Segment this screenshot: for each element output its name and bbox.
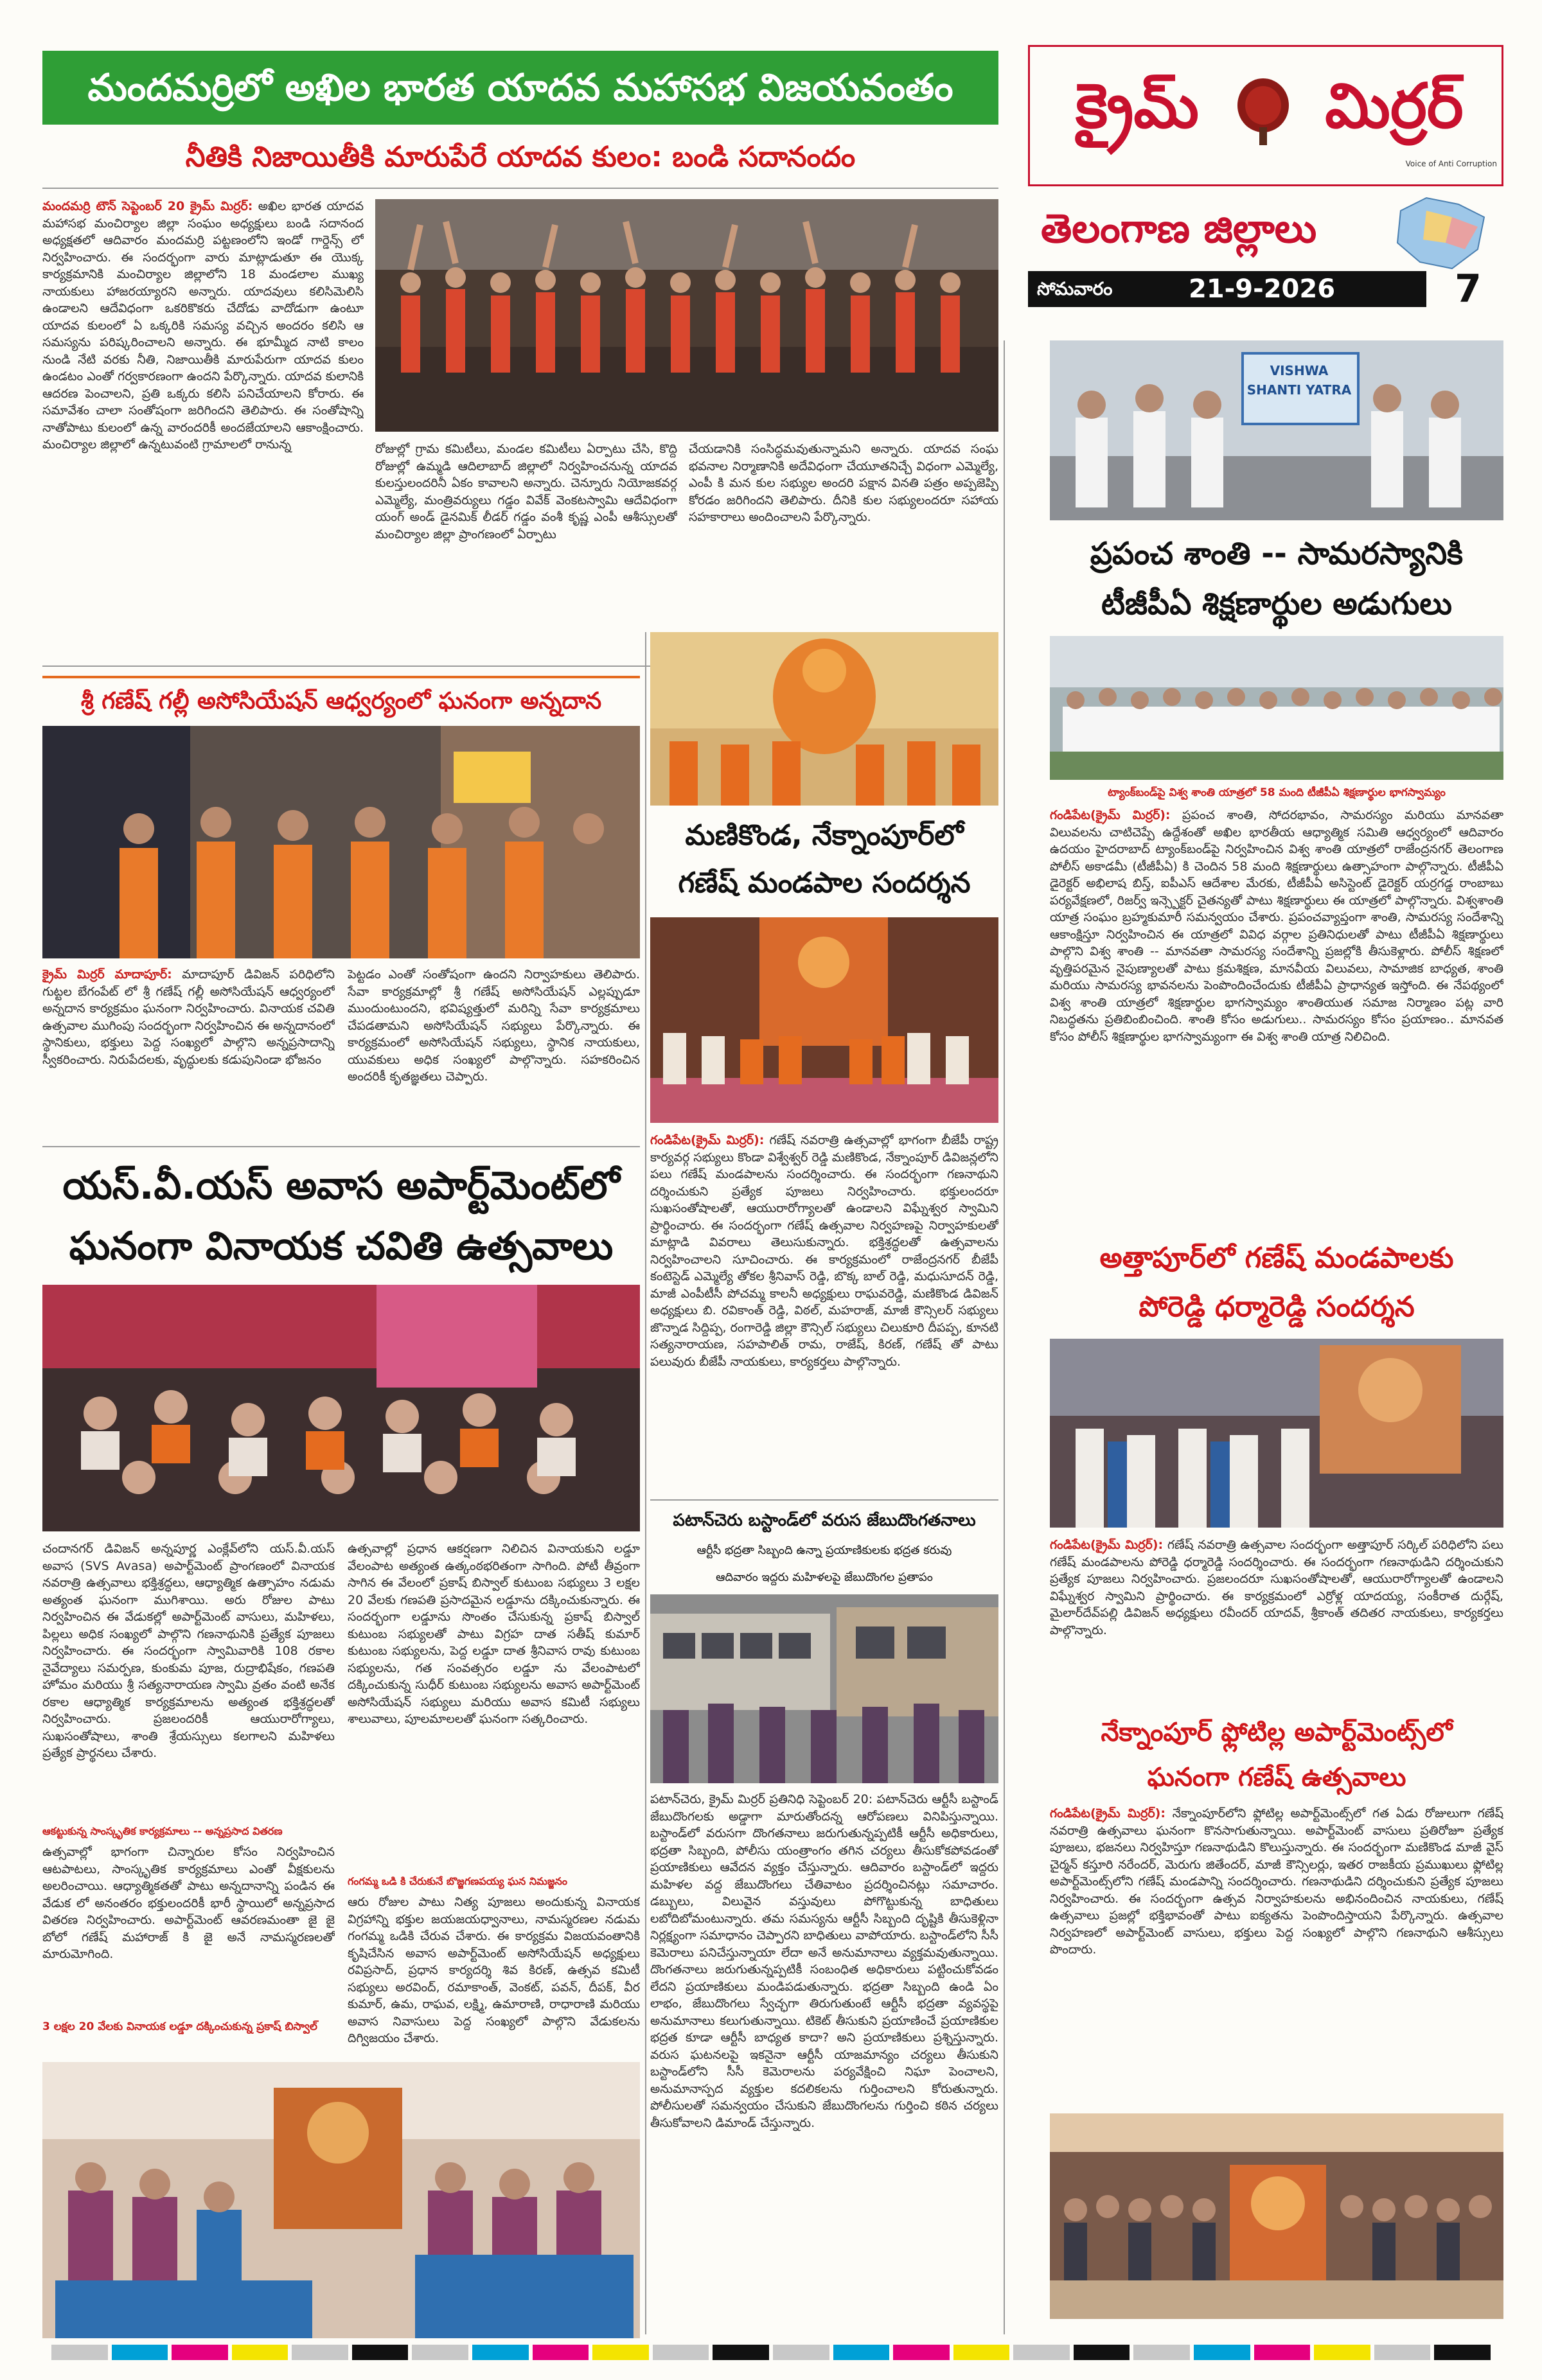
strip-block (1374, 2345, 1431, 2360)
story6-photo-bottom (1050, 636, 1503, 780)
story2-headline-bar (42, 676, 640, 678)
story1-dateline: మందమర్రి టౌన్ సెప్టెంబర్ 20 క్రైమ్ మిర్రర్: (42, 199, 253, 213)
masthead-logo-left: క్రైమ్ (1076, 70, 1199, 142)
masthead-page-number: 7 (1455, 267, 1482, 312)
strip-block (412, 2345, 468, 2360)
story3-col2b: ఆరు రోజుల పాటు నిత్య పూజలు అందుకున్న వినాయక విగ్రహాన్ని భక్తుల జయజయధ్వానాలు, నామస్మరణల నడుమ గంగమ్మ ఒడికి చేరువ చేశారు. ఈ కార్యక్రమ విజయవంతానికి కృషిచేసిన అవాస అపార్ట్‌మెంట్ అసోసియేషన్ అధ్యక్షులు రవిప్రసాద్, ప్రధాన కార్యదర్శి శివ కిరణ్, ఉత్సవ కమిటీ సభ్యులు అరవింద్, రమాకాంత్, వెంకట్, పవన్, దీపక్, వీర కుమార్, ఉమ, రాఘవ, లక్ష్మి, ఉమారాణి, రాధారాణి మరియు అవాస నివాసులు పెద్ద సంఖ్యలో పాల్గొని వేడుకలను దిగ్విజయం చేశారు. (348, 1895, 640, 2045)
story6-headline-2: టీజీపీఏ శిక్షణార్థుల అడుగులు (1101, 586, 1453, 622)
story2-dateline: క్రైమ్ మిర్రర్ మాదాపూర్: (42, 967, 172, 982)
story1-banner-text: మందమర్రిలో అఖిల భారత యాదవ మహాసభ విజయవంతం (87, 66, 953, 109)
story3-photo-bottom (42, 2062, 640, 2338)
story8-headline-2: ఘనంగా గణేష్ ఉత్సవాలు (1147, 1763, 1406, 1792)
story8-dateline: గండిపేట(క్రైమ్ మిర్రర్): (1050, 1806, 1165, 1820)
story1-col1-text: అఖిల భారత యాదవ మహాసభ మంచిర్యాల జిల్లా సంఘం అధ్యక్షులు బండి సదానంద అధ్యక్షతలో ఆదివారం మందమర్రి పట్టణంలోని ఇండో గార్డెన్స్ లో నిర్వహించారు. ఈ సందర్భంగా వారు మాట్లాడుతూ ఈ యొక్క కార్యక్రమానికి మంచిర్యాల జిల్లాలోని 18 మండలాల ముఖ్య నాయకులు హాజరయ్యారని అన్నారు. యాదవులు కలిసిమెలిసి ఉండాలని ఆదేవిధంగా ఒకరికొకరు చేదోడు వాదోడుగా ఉంటూ యాదవ కులంలో ఏ ఒక్కరికి సమస్య వచ్చిన అందరం కలిసి ఆ సమస్యను పరిష్కరించాలని అన్నారు. ఈ భూమ్మీద నాటి కాలం నుండి నేటి వరకు నీతి, నిజాయితీకి మారుపేరుగా యాదవ కులం ఉండటం ఎంతో గర్వకారణంగా ఉందని పేర్కొన్నారు. యాదవ కులానికి ఆదరణ పెంచాలని, ప్రతి ఒక్కరు కలిసి పనిచేయాలని కోరారు. ఈ సమావేశం చాలా సంతోషంగా జరిగిందని తెలిపారు. ఈ సంతోషాన్ని నాతోపాటు కులంలో ఉన్న వారందరికీ అందజేయాలని ఆకాంక్షించారు. మంచిర్యాల జిల్లాలో ఉన్నటువంటి గ్రామాలలో రానున్న (42, 199, 364, 452)
story3-sub3: గంగమ్మ ఒడి కి చేరుకునే బొజ్జగణపయ్య ఘన నిమజ్జనం (348, 1875, 568, 1887)
story5-deck2: ఆదివారం ఇద్దరు మహిళలపై జేబుదొంగల ప్రతాపం (716, 1571, 933, 1584)
telangana-map-icon (1388, 191, 1491, 275)
story3-col1: చందానగర్ డివిజన్ అన్నపూర్ణ ఎంక్లేవ్‌లోని యస్.వీ.యస్ అవాస (SVS Avasa) అపార్ట్‌మెంట్ ప్రాంగణంలో వినాయక నవరాత్రి ఉత్సవాలు భక్తిశ్రద్ధలు, ఆధ్యాత్మిక ఉత్సాహం నడుమ అత్యంత ఘనంగా ముగిశాయి. అరు రోజుల పాటు నిర్వహించిన ఈ వేడుకల్లో అపార్ట్‌మెంట్ వాసులు, మహిళలు, పిల్లలు అధిక సంఖ్యలో పాల్గొని గణనాథునికి ప్రత్యేక పూజలు నిర్వహించారు. ఈ సందర్భంగా స్వామివారికి 108 రకాల నైవేద్యాలు సమర్పణ, కుంకుమ పూజ, రుద్రాభిషేకం, గణపతి హోమం మరియు శ్రీ సత్యనారాయణ స్వామి వ్రతం వంటి అనేక రకాల ఆధ్యాత్మిక కార్యక్రమాలను అత్యంత భక్తిశ్రద్ధలతో నిర్వహించారు. ప్రజలందరికీ ఆయురారోగ్యాలు, సుఖసంతోషాలు, శాంతి శ్రేయస్సులు కలగాలని మహిళలు ప్రత్యేక ప్రార్థనలు చేశారు. (42, 1542, 335, 1760)
story3-photo-top (42, 1285, 640, 1531)
story7-photo (1050, 1339, 1503, 1528)
story3-sub1: ఆకట్టుకున్న సాంస్కృతిక కార్యక్రమాలు -- అన్నప్రసాద వితరణ (42, 1825, 283, 1837)
story4-body (650, 1132, 998, 1492)
story3-headline-2: ఘనంగా వినాయక చవితి ఉత్సవాలు (69, 1224, 614, 1269)
story6-caption: ట్యాంక్‌బండ్‌పై విశ్వ శాంతి యాత్రలో 58 మంది టీజీపీఏ శిక్షణార్థుల భాగస్వామ్యం (1108, 786, 1446, 799)
masthead (1028, 45, 1503, 313)
story4-body-text: గణేష్ నవరాత్రి ఉత్సవాల్లో భాగంగా బీజేపీ రాష్ట్ర కార్యవర్గ సభ్యులు కొండా విశ్వేశ్వర్ రెడ్డి మణికొండ, నేక్నాంపూర్ డివిజన్లలోని పలు గణేష్ మండపాలను సందర్శించారు. ఈ సందర్భంగా గణనాథుని దర్శించుకుని ప్రత్యేక పూజలు నిర్వహించారు. భక్తులందరూ సుఖసంతోషాలతో, ఆయురారోగ్యాలతో ఉండాలని విఘ్నేశ్వర స్వామిని ప్రార్థించారు. ఈ సందర్భంగా గణేష్ ఉత్సవాల నిర్వహణపై నిర్వాహకులతో మాట్లాడి వివరాలు తెలుసుకున్నారు. భక్తిశ్రద్ధలతో ఉత్సవాలను నిర్వహించాలని సూచించారు. ఈ కార్యక్రమంలో రాజేంద్రనగర్ బీజేపీ కంటెస్టెడ్ ఎమ్మెల్యే తోకల శ్రీనివాస్ రెడ్డి, బొక్క బాల్ రెడ్డి, మధుసూదన్ రెడ్డి, మాజీ ఎంపీటీసీ పోచమ్మ కాలనీ అధ్యక్షులు రాఘవరెడ్డి, మణికొండ డివిజన్ అధ్యక్షులు బి. రవికాంత్ రెడ్డి, విఠల్, మహరాజ్, మాజీ కౌన్సిలర్ సభ్యులు జొన్నాడ సిద్దిప్ప, రంగారెడ్డి జిల్లా కౌన్సిల్ సభ్యులు చిలుకూరి దీపప్ప, కూనటి సత్యనారాయణ, సహపాలిత్ రామ, రాజేష్, కిరణ్, గణేష్ తో పాటు పలువురు బీజేపీ నాయకులు, కార్యకర్తలు పాల్గొన్నారు. (650, 1133, 998, 1369)
strip-block (713, 2345, 769, 2360)
masthead-tagline: Voice of Anti Corruption (1405, 159, 1497, 168)
story7-headline-2: పోరెడ్డి ధర్మారెడ్డి సందర్శన (1139, 1291, 1415, 1323)
story2-col1 (42, 966, 335, 1138)
masthead-logo-right: మిర్రర్ (1325, 70, 1464, 142)
strip-block (472, 2345, 529, 2360)
strip-block (533, 2345, 589, 2360)
masthead-date: 21-9-2026 (1189, 274, 1336, 304)
strip-block (352, 2345, 409, 2360)
strip-block (953, 2345, 1010, 2360)
strip-block (773, 2345, 829, 2360)
story3-col2: ఉత్సవాల్లో ప్రధాన ఆకర్షణగా నిలిచిన వినాయకుని లడ్డూ వేలంపాట అత్యంత ఉత్కంఠభరితంగా సాగింది. పోటీ తీవ్రంగా సాగిన ఈ వేలంలో ప్రకాష్ బిస్వాల్ కుటుంబ సభ్యులు 3 లక్షల 20 వేలకు గణపతి ప్రసాదమైన లడ్డూను దక్కించుకున్నారు. ఈ సందర్భంగా లడ్డూను సొంతం చేసుకున్న ప్రకాష్ బిస్వాల్ కుటుంబ సభ్యులతో పాటు విగ్రహ దాత సతీష్ కుమార్ కుటుంబ సభ్యులను, పెద్ద లడ్డూ దాత శ్రీనివాస రావు కుటుంబ సభ్యులను, గత సంవత్సరం లడ్డూ ను వేలంపాటలో దక్కించుకున్న సుధీర్ కుటుంబ సభ్యులను అవాస అపార్ట్‌మెంట్ అసోసియేషన్ సభ్యులు మరియు అవాస కమిటీ సభ్యులు శాలువాలు, పూలమాలలతో ఘనంగా సత్కరించారు. (348, 1542, 640, 1726)
strip-block (172, 2345, 228, 2360)
strip-block (1013, 2345, 1070, 2360)
story4-headline-2: గణేష్ మండపాల సందర్శన (678, 867, 971, 899)
strip-block (51, 2345, 108, 2360)
strip-block (1133, 2345, 1190, 2360)
story5-top-rule (650, 1499, 998, 1501)
strip-block (232, 2345, 288, 2360)
story7-dateline: గండిపేట(క్రైమ్ మిర్రర్): (1050, 1538, 1164, 1552)
story5-deck1: ఆర్టీసీ భద్రతా సిబ్బంది ఉన్నా ప్రయాణికులకు భద్రత కరువు (696, 1544, 952, 1557)
story2-col2: పెట్టడం ఎంతో సంతోషంగా ఉందని నిర్వాహకులు తెలిపారు. సేవా కార్యక్రమాల్లో శ్రీ గణేష్ అసోసియేషన్ ఎల్లప్పుడూ ముందుంటుందని, భవిష్యత్తులో మరిన్ని సేవా కార్యక్రమాలు చేపడతామని అసోసియేషన్ సభ్యులు పేర్కొన్నారు. ఈ కార్యక్రమంలో అసోసియేషన్ సభ్యులు, స్థానిక నాయకులు, యువకులు అధిక సంఖ్యలో పాల్గొన్నారు. సహకరించిన అందరికీ కృతజ్ఞతలు చెప్పారు. (348, 967, 640, 1084)
story6-body (1050, 807, 1503, 1228)
story7-body-text: గణేష్ నవరాత్రి ఉత్సవాల సందర్భంగా అత్తాపూర్ సర్కిల్ పరిధిలోని పలు గణేష్ మండపాలను పోరెడ్డి ధర్మారెడ్డి సందర్శించారు. ఈ సందర్భంగా గణనాథుడిని దర్శించుకుని ప్రత్యేక పూజలు నిర్వహించారు. ప్రజలందరూ సుఖసంతోషాలతో, ఆయురారోగ్యాలతో ఉండాలని విఘ్నేశ్వర స్వామిని ప్రార్థించారు. ఈ కార్యక్రమంలో ఎర్రోళ్ల యాదయ్య, సంకీరాత దుర్గేష్, మైలార్‌దేవ్‌పల్లి డివిజన్ అధ్యక్షులు రవీందర్ యాదవ్, శ్రీకాంత్ తదితర నాయకులు, కార్యకర్తలు పాల్గొన్నారు. (1050, 1538, 1503, 1637)
strip-block (1074, 2345, 1130, 2360)
story5-body: పటాన్‌చెరు, క్రైమ్ మిర్రర్ ప్రతినిధి సెప్టెంబర్ 20: పటాన్‌చెరు ఆర్టీసీ బస్టాండ్ జేబుదొంగలకు అడ్డాగా మారుతోందన్న ఆరోపణలు వినిపిస్తున్నాయి. బస్టాండ్‌లో వరుసగా దొంగతనాలు జరుగుతున్నప్పటికీ ఆర్టీసీ అధికారులు, భద్రతా సిబ్బంది, పోలీసు యంత్రాంగం తగిన చర్యలు తీసుకోకపోవడంతో ప్రయాణికులు ఆవేదన వ్యక్తం చేస్తున్నారు. ఆదివారం బస్టాండ్‌లో ఇద్దరు మహిళల వద్ద జేబుదొంగలు చేతివాటం ప్రదర్శించినట్లు సమాచారం. డబ్బులు, విలువైన వస్తువులు పోగొట్టుకున్న బాధితులు లబోదిబోమంటున్నారు. తమ సమస్యను ఆర్టీసీ సిబ్బంది దృష్టికి తీసుకెళ్లినా నిర్లక్ష్యంగా సమాధానం చెప్పారని బాధితులు వాపోయారు. బస్టాండ్‌లోని సీసీ కెమెరాలు పనిచేస్తున్నాయా లేదా అనే అనుమానాలు వ్యక్తమవుతున్నాయి. దొంగతనాలు జరుగుతున్నప్పటికీ సంబంధిత అధికారులు పట్టించుకోవడం లేదని ప్రయాణికులు మండిపడుతున్నారు. భద్రతా సిబ్బంది ఉండి ఏం లాభం, జేబుదొంగలు స్వేచ్ఛగా తిరుగుతుంటే ఆర్టీసీ భద్రతా వ్యవస్థపై అనుమానాలు కలుగుతున్నాయి. టికెట్ తీసుకుని ప్రయాణించే ప్రయాణికుల భద్రత కూడా ఆర్టీసీ బాధ్యత కాదా? అని ప్రయాణికులు ప్రశ్నిస్తున్నారు. వరుస ఘటనలపై ఇకనైనా ఆర్టీసీ యాజమాన్యం చర్యలు తీసుకుని బస్టాండ్‌లోని సీసీ కెమెరాలను పర్యవేక్షించి నిఘా పెంచాలని, అనుమానాస్పద వ్యక్తుల కదలికలను గుర్తించాలని కోరుతున్నారు. పోలీసులతో సమన్వయం చేసుకుని జేబుదొంగలను గుర్తించి కఠిన చర్యలు తీసుకోవాలని డిమాండ్ చేస్తున్నారు. (650, 1792, 998, 2130)
story5-headline: పటాన్‌చెరు బస్టాండ్‌లో వరుస జేబుదొంగతనాలు (673, 1511, 976, 1530)
strip-block (1434, 2345, 1491, 2360)
strip-block (653, 2345, 709, 2360)
story3-col1b: ఉత్సవాల్లో భాగంగా చిన్నారుల కోసం నిర్వహించిన ఆటపాటలు, సాంస్కృతిక కార్యక్రమాలు ఎంతో వీక్షకులను అలరించాయి. ఆధ్యాత్మికతతో పాటు అన్నదానాన్ని పండిన ఈ వేడుక లో అనంతరం భక్తులందరికీ భారీ స్థాయిలో అన్నప్రసాద వితరణ నిర్వహించారు. అపార్ట్‌మెంట్ ఆవరణమంతా జై జై బోలో గణేష్ మహారాజ్ కి జై అనే నామస్మరణలతో మారుమోగింది. (42, 1845, 335, 1961)
strip-block (833, 2345, 890, 2360)
story8-headline-1: నేక్నాంపూర్ ఫ్లోటిల్ల అపార్ట్‌మెంట్స్‌లో (1101, 1718, 1453, 1747)
strip-block (1254, 2345, 1311, 2360)
vertical-rule-right (1004, 340, 1005, 2334)
strip-block (1194, 2345, 1250, 2360)
story7-body (1050, 1537, 1503, 1704)
story2-headline: శ్రీ గణేష్ గల్లీ అసోసియేషన్ ఆధ్వర్యంలో ఘనంగా అన్నదాన (80, 688, 602, 714)
registration-strip (51, 2345, 1491, 2360)
masthead-day: సోమవారం (1037, 278, 1113, 299)
story2-col1-text: మాదాపూర్ డివిజన్ పరిధిలోని గుట్టల బేగంపేట్ లో శ్రీ గణేష్ గల్లీ అసోసియేషన్ ఆధ్వర్యంలో అన్నదాన కార్యక్రమం ఘనంగా నిర్వహించారు. వినాయక చవితి ఉత్సవాల ముగింపు సందర్భంగా నిర్వహించిన ఈ అన్నదానంలో స్థానికులు, భక్తులు పెద్ద సంఖ్యలో పాల్గొని అన్నప్రసాదాన్ని స్వీకరించారు. నిరుపేదలకు, వృద్ధులకు కడుపునిండా భోజనం (42, 967, 335, 1067)
strip-block (112, 2345, 168, 2360)
story1-photo (375, 199, 998, 432)
story5-photo (650, 1594, 998, 1783)
story1-col3: చేయడానికి సంసిద్ధమవుతున్నామని అన్నారు. యాదవ సంఘ భవనాల నిర్మాణానికి అదేవిధంగా చేయూతనిచ్చే విధంగా ఎమ్మెల్యే, ఎంపీ కి మన కుల సభ్యుల అందరి పక్షాన వినతి పత్రం అప్పజెప్పి కోరడం జరిగిందని తెలిపారు. దీనికి కుల సభ్యులందరూ సహాయ సహకారాలు అందించాలని పేర్కొన్నారు. (689, 442, 998, 524)
strip-block (893, 2345, 950, 2360)
story8-photo (1050, 2113, 1503, 2319)
story8-body (1050, 1805, 1503, 2107)
story4-photo-bottom (650, 917, 998, 1123)
story3-top-rule (42, 1146, 640, 1147)
vertical-rule-left (645, 632, 646, 2334)
story6-headline-1: ప్రపంచ శాంతి -- సామరస్యానికి (1090, 536, 1464, 572)
story1-col2: రోజుల్లో గ్రామ కమిటీలు, మండల కమిటీలు ఏర్పాటు చేసి, కొద్ది రోజుల్లో ఉమ్మడి ఆదిలాబాద్ జిల్లాలో నిర్వహించనున్న యాదవ కులస్తులందరినీ ఏకం కావాలని అన్నారు. చెన్నూరు నియోజకవర్గ ఎమ్మెల్యే, మంత్రివర్యులు గడ్డం వివేక్ వెంకటస్వామి ఆదేవిధంగా యంగ్ అండ్ డైనమిక్ లీడర్ గడ్డం వంశీ కృష్ణ ఎంపీ ఆశీస్సులతో మంచిర్యాల జిల్లా ప్రాంగణంలో ఏర్పాటు (375, 442, 677, 542)
strip-block (1314, 2345, 1370, 2360)
story4-headline-1: మణికొండ, నేక్నాంపూర్‌లో (685, 819, 964, 852)
story6-body-text: ప్రపంచ శాంతి, సోదరభావం, సామరస్యం మరియు మానవతా విలువలను చాటిచెప్పే ఉద్దేశంతో అఖిల భారతీయ ఆధ్యాత్మిక సమితి ఆధ్వర్యంలో ఆదివారం ఉదయం హైదరాబాద్ ట్యాంక్‌బండ్‌పై నిర్వహించిన విశ్వ శాంతి యాత్రలో రాజేంద్రనగర్ తెలంగాణ పోలీస్ అకాడమీ (టీజీపీఏ) కి చెందిన 58 మంది శిక్షణార్థులు ఉత్సాహంగా పాల్గొన్నారు. టీజీపీఏ డైరెక్టర్ అభిలాష బిస్త్, ఐపీఎస్ ఆదేశాల మేరకు, టీజీపీఏ అసిస్టెంట్ డైరెక్టర్ యర్రగడ్డ రాంబాబు పర్యవేక్షణలో, రిజర్వ్ ఇన్స్పెక్టర్ చైతన్యతో పాటు శిక్షణార్థులు ఈ యాత్రలో పాల్గొన్నారు. విశ్వశాంతి యాత్ర సంఘం బ్రహ్మకుమారీ సమన్వయం చేశారు. ప్రపంచవ్యాప్తంగా శాంతి, సామరస్య సందేశాన్ని ఆకాంక్షిస్తూ నిర్వహించిన ఈ యాత్రలో వివిధ వర్గాల ప్రతినిధులతో పాటు టీజీపీఏ శిక్షణార్థులు పాల్గొని విశ్వ శాంతి -- మానవతా సామరస్య సందేశాన్ని ప్రజల్లోకి తీసుకెళ్లారు. పోలీస్ శిక్షణలో వృత్తిపరమైన నైపుణ్యాలతో పాటు క్రమశిక్షణ, మానవీయ విలువలు, సామాజిక బాధ్యత, శాంతి మరియు సామరస్య భావనలను పెంపొందించేందుకు టీజీపీఏ ప్రాధాన్యత ఇస్తోంది. ఈ నేపథ్యంలో విశ్వ శాంతి యాత్రలో శిక్షణార్థుల భాగస్వామ్యం శాంతియుత సమాజ నిర్మాణం పట్ల వారి నిబద్ధతను ప్రతిబింబించింది. శాంతి కోసం అడుగులు.. సామరస్యం కోసం ప్రయాణం.. మానవత కోసం పోలీస్ శిక్షణార్థుల భాగస్వామ్యంగా ఈ విశ్వ శాంతి యాత్ర నిలిచింది. (1050, 808, 1503, 1044)
story4-dateline: గండిపేట(క్రైమ్ మిర్రర్): (650, 1133, 765, 1147)
story8-body-text: నేక్నాంపూర్‌లోని ఫ్లోటిల్ల అపార్ట్‌మెంట్స్‌లో గత ఏడు రోజులుగా గణేష్ నవరాత్రి ఉత్సవాలు ఘనంగా కొనసాగుతున్నాయి. అపార్ట్‌మెంట్ వాసులు ప్రతిరోజూ ప్రత్యేక పూజలు, భజనలు నిర్వహిస్తూ గణనాథుడిని కొలుస్తున్నారు. ఈ సందర్భంగా మణికొండ మాజీ వైస్ చైర్మన్ కస్తూరి నరేందర్, మెరుగు జితేందర్, మాజీ కౌన్సిలర్లు, ఇతర రాజకీయ ప్రముఖులు ఫ్లోటిల్ల అపార్ట్‌మెంట్స్‌లోని గణేష్ మండపాన్ని సందర్శించారు. గణనాథుడిని దర్శించుకుని ప్రత్యేక పూజలు నిర్వహించారు. ఈ సందర్భంగా ఉత్సవ నిర్వాహకులను అభినందించిన నాయకులు, గణేష్ ఉత్సవాలు ప్రజల్లో భక్తిభావంతో పాటు ఐక్యతను పెంపొందిస్తాయని పేర్కొన్నారు. ఉత్సవాల నిర్వహణలో అపార్ట్‌మెంట్ వాసులు, భక్తులు పెద్ద సంఖ్యలో పాల్గొని గణనాథుని ఆశీస్సులు పొందారు. (1050, 1806, 1503, 1957)
story1-col1 (42, 198, 364, 658)
story1-rule (42, 188, 998, 189)
masthead-logo-emblem (1234, 76, 1293, 146)
story3-sub2: 3 లక్షల 20 వేలకు వినాయక లడ్డూ దక్కించుకున్న ప్రకాష్ బిస్వాల్ (42, 2020, 317, 2033)
story3-headline-1: యస్.వీ.యస్ అవాస అపార్ట్‌మెంట్‌లో (62, 1163, 620, 1208)
story4-photo-top (650, 632, 998, 806)
story6-dateline: గండిపేట(క్రైమ్ మిర్రర్): (1050, 808, 1171, 822)
strip-block (592, 2345, 649, 2360)
story2-photo (42, 726, 640, 958)
story6-banner-text: VISHWA SHANTI YATRA (1246, 363, 1352, 398)
masthead-section: తెలంగాణ జిల్లాలు (1041, 205, 1317, 252)
story7-headline-1: అత్తాపూర్‌లో గణేష్ మండపాలకు (1099, 1242, 1454, 1274)
strip-block (292, 2345, 348, 2360)
story1-subhead: నీతికి నిజాయితీకి మారుపేరే యాదవ కులం: బండి సదానందం (185, 141, 856, 173)
